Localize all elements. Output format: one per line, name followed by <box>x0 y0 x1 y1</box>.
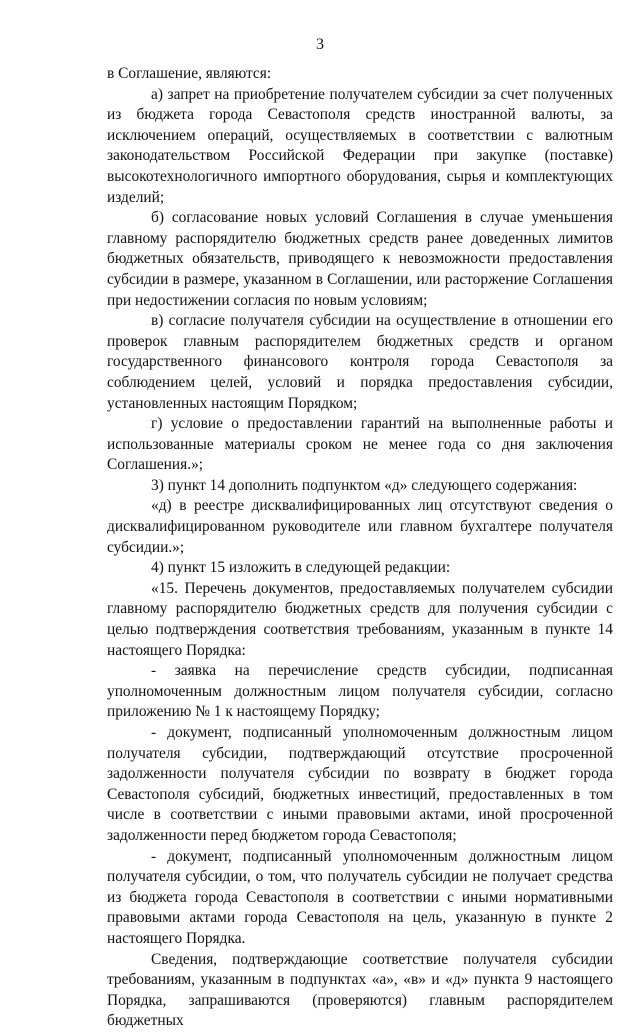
paragraph-amendment-4: 4) пункт 15 изложить в следующей редакции: <box>151 559 451 577</box>
paragraph-clause-15: «15. Перечень документов, предоставляемых получателем субсидии главному распорядителю бюджетных средств для получения субсидии с целью подтверждения соответствия требованиям, указанным в пункте 14 настоящего Порядка: <box>107 579 613 659</box>
paragraph-bullet-application: - заявка на перечисление средств субсидии, подписанная уполномоченным должностным лицом получателя субсидии, согласно приложению № 1 к настоящему Порядку; <box>107 662 613 721</box>
document-body <box>107 64 613 1032</box>
paragraph-information: Сведения, подтверждающие соответствие получателя субсидии требованиям, указанным в подпунктах «а», «в» и «д» пункта 9 настоящего Порядка, запрашиваются (проверяются) главным распорядителем бюджетных <box>107 950 613 1030</box>
paragraph-item-g: г) условие о предоставлении гарантий на выполненные работы и использованные материалы сроком не менее года со дня заключения Соглашения.»; <box>107 415 613 474</box>
paragraph-item-b: б) согласование новых условий Соглашения в случае уменьшения главному распорядителю бюджетных средств ранее доведенных лимитов бюджетных обязательств, приводящего к невозможности предоставления субсидии в размере, указанном в Соглашении, или расторжение Соглашения при недостижении согласия по новым условиям; <box>107 209 613 309</box>
paragraph-item-v: в) согласие получателя субсидии на осуществление в отношении его проверок главным распорядителем бюджетных средств и органом государственного финансового контроля города Севастополя за соблюдением целей, условий и порядка предоставления субсидии, установленных настоящим Порядком; <box>107 312 613 412</box>
paragraph-amendment-3: 3) пункт 14 дополнить подпунктом «д» следующего содержания: <box>151 476 578 494</box>
paragraph-item-d: «д) в реестре дисквалифицированных лиц отсутствуют сведения о дисквалифицированном руководителе или главном бухгалтере получателя субсидии.»; <box>107 497 613 556</box>
paragraph-bullet-debt-document: - документ, подписанный уполномоченным должностным лицом получателя субсидии, подтверждающий отсутствие просроченной задолженности получателя субсидии по возврату в бюджет города Севастополя субсидий, бюджетных инвестиций, предоставленных в том числе в соответствии с иными правовыми актами, иной просроченной задолженности перед бюджетом города Севастополя; <box>107 724 613 844</box>
paragraph-bullet-funding-document: - документ, подписанный уполномоченным должностным лицом получателя субсидии, о том, что получатель субсидии не получает средства из бюджета города Севастополя в соответствии с иными нормативными правовыми актами города Севастополя на цель, указанную в пункте 2 настоящего Порядка. <box>107 847 613 947</box>
page-number: 3 <box>316 36 324 53</box>
paragraph-item-a: а) запрет на приобретение получателем субсидии за счет полученных из бюджета города Севастополя средств иностранной валюты, за исключением операций, осуществляемых в соответствии с валютным законодательством Российской Федерации при закупке (поставке) высокотехнологичного импортного оборудования, сырья и комплектующих изделий; <box>107 85 613 206</box>
paragraph-intro: в Соглашение, являются: <box>107 65 272 82</box>
